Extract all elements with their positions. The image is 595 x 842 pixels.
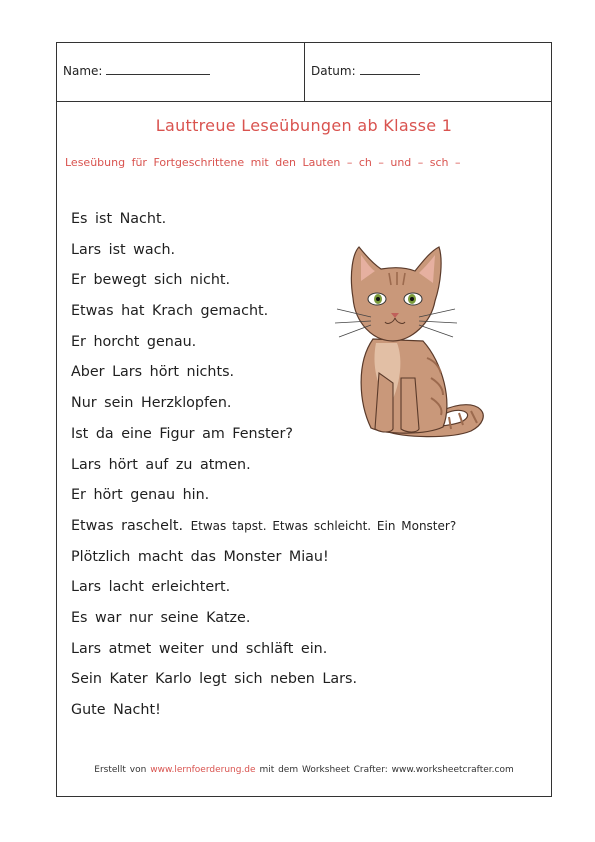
- header-divider: [304, 43, 305, 101]
- text-line: Lars hört auf zu atmen.: [71, 456, 251, 473]
- text-line: Lars atmet weiter und schläft ein.: [71, 640, 328, 657]
- footer-credit: [57, 765, 551, 775]
- footer-prefix: Erstellt von: [94, 765, 147, 775]
- text-line: Er bewegt sich nicht.: [71, 272, 231, 289]
- text-line: Plötzlich macht das Monster Miau!: [71, 548, 329, 565]
- text-line: Er horcht genau.: [71, 333, 197, 350]
- text-line: Lars lacht erleichtert.: [71, 579, 231, 596]
- footer-link[interactable]: www.lernfoerderung.de: [150, 765, 256, 775]
- name-label: Name:: [63, 64, 103, 78]
- text-line: Etwas hat Krach gemacht.: [71, 303, 269, 320]
- text-line: Lars ist wach.: [71, 241, 176, 258]
- exercise-subtitle: Leseübung für Fortgeschrittene mit den Lauten – ch – und – sch –: [65, 156, 461, 169]
- name-field[interactable]: [63, 64, 210, 78]
- worksheet: [56, 42, 552, 797]
- text-line-tail: Etwas tapst. Etwas schleicht. Ein Monster?: [190, 518, 457, 533]
- name-blank-line: [106, 73, 210, 75]
- text-line: Nur sein Herzklopfen.: [71, 395, 232, 412]
- page-title: Lauttreue Leseübungen ab Klasse 1: [155, 116, 453, 135]
- text-line: [71, 516, 456, 547]
- text-line: Es war nur seine Katze.: [71, 609, 251, 626]
- header-row: [57, 43, 551, 102]
- text-line-start: Etwas raschelt.: [71, 517, 184, 534]
- cat-icon: [331, 243, 493, 441]
- text-line: Er hört genau hin.: [71, 487, 210, 504]
- text-line: Es ist Nacht.: [71, 211, 167, 227]
- footer-suffix: mit dem Worksheet Crafter: www.worksheetcrafter.com: [259, 765, 514, 775]
- date-label: Datum:: [311, 64, 356, 78]
- text-line: Sein Kater Karlo legt sich neben Lars.: [71, 671, 357, 688]
- text-line: Aber Lars hört nichts.: [71, 364, 235, 381]
- date-field[interactable]: [311, 64, 420, 78]
- date-blank-line: [360, 73, 420, 75]
- text-line: Ist da eine Figur am Fenster?: [71, 425, 293, 442]
- text-line: Gute Nacht!: [71, 702, 161, 718]
